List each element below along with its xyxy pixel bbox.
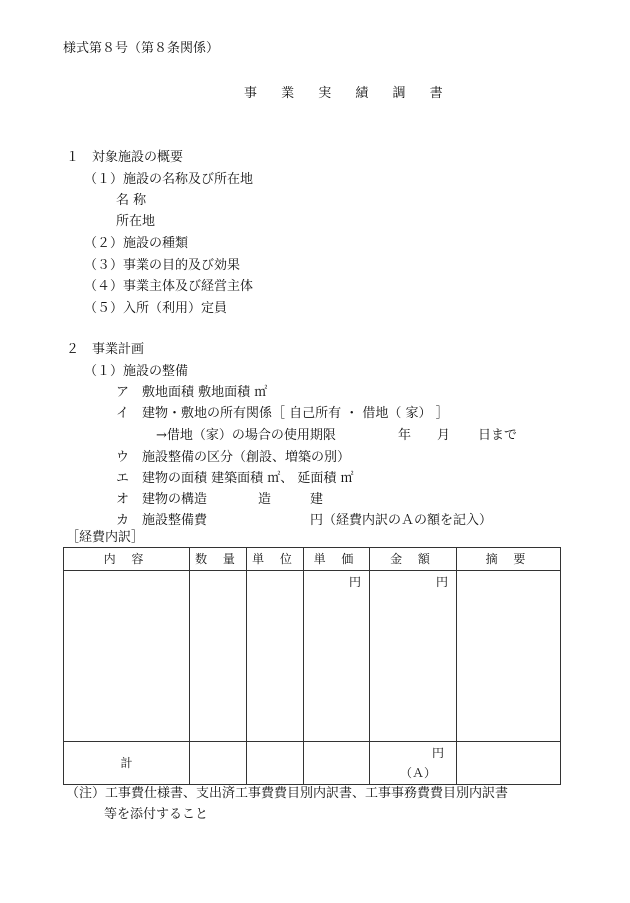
section2-item1: （１）施設の整備 bbox=[84, 364, 189, 379]
building-structure-line: オ 建物の構造 bbox=[116, 492, 208, 507]
note-line1: （注）工事費仕様書、支出済工事費費目別内訳書、工事事務費費目別内訳書 bbox=[66, 786, 509, 801]
cost-breakdown-table bbox=[63, 547, 561, 785]
cell-unit-price: 円 bbox=[304, 571, 370, 742]
header-quantity: 数 量 bbox=[190, 548, 247, 571]
building-area-line: エ 建物の面積 建築面積 ㎡、 延面積 ㎡ bbox=[116, 471, 354, 486]
ownership-line: イ 建物・敷地の所有関係［ 自己所有 ・ 借地（ 家） ］ bbox=[116, 406, 449, 421]
total-quantity bbox=[190, 742, 247, 785]
header-unit: 単 位 bbox=[247, 548, 304, 571]
total-remarks bbox=[457, 742, 561, 785]
section1-item5: （５）入所（利用）定員 bbox=[84, 301, 228, 316]
table-total-row bbox=[64, 742, 561, 785]
section1-item3: （３）事業の目的及び効果 bbox=[84, 258, 241, 273]
page-title: 事 業 実 績 調 書 bbox=[244, 86, 453, 101]
cell-amount: 円 bbox=[370, 571, 457, 742]
site-area-line: ア 敷地面積 敷地面積 ㎡ bbox=[116, 385, 268, 400]
table-body-row bbox=[64, 571, 561, 742]
address-label: 所在地 bbox=[116, 214, 156, 229]
lease-month: 月 bbox=[437, 428, 451, 443]
cost-table-caption: ［経費内訳］ bbox=[66, 530, 145, 545]
cell-remarks bbox=[457, 571, 561, 742]
cell-content bbox=[64, 571, 190, 742]
total-yen: 円 bbox=[431, 746, 444, 760]
note-line2: 等を添付すること bbox=[104, 807, 209, 822]
total-amount bbox=[370, 742, 457, 785]
name-label: 名 称 bbox=[116, 193, 147, 208]
total-unit-price bbox=[304, 742, 370, 785]
section1-item1: （１）施設の名称及び所在地 bbox=[84, 172, 254, 187]
header-content: 内 容 bbox=[64, 548, 190, 571]
structure-zo: 造 bbox=[258, 492, 272, 507]
structure-ken: 建 bbox=[310, 492, 324, 507]
total-mark-a: （Ａ） bbox=[400, 766, 437, 780]
section2-heading: ２ 事業計画 bbox=[66, 342, 145, 357]
table-header-row bbox=[64, 548, 561, 571]
facility-cost-yen: 円（経費内訳のＡの額を記入） bbox=[310, 513, 493, 528]
lease-year: 年 bbox=[398, 428, 412, 443]
construction-type-line: ウ 施設整備の区分（創設、増築の別） bbox=[116, 450, 351, 465]
total-label: 計 bbox=[64, 742, 190, 785]
cell-quantity bbox=[190, 571, 247, 742]
section1-item2: （２）施設の種類 bbox=[84, 236, 189, 251]
total-unit bbox=[247, 742, 304, 785]
header-remarks: 摘 要 bbox=[457, 548, 561, 571]
lease-term-label: →借地（家）の場合の使用期限 bbox=[156, 428, 336, 443]
form-label: 様式第８号（第８条関係） bbox=[63, 41, 220, 56]
header-unit-price: 単 価 bbox=[304, 548, 370, 571]
section1-item4: （４）事業主体及び経営主体 bbox=[84, 279, 254, 294]
section1-heading: １ 対象施設の概要 bbox=[66, 150, 184, 165]
cell-unit bbox=[247, 571, 304, 742]
header-amount: 金 額 bbox=[370, 548, 457, 571]
facility-cost-line: カ 施設整備費 bbox=[116, 513, 208, 528]
lease-day: 日まで bbox=[478, 428, 518, 443]
